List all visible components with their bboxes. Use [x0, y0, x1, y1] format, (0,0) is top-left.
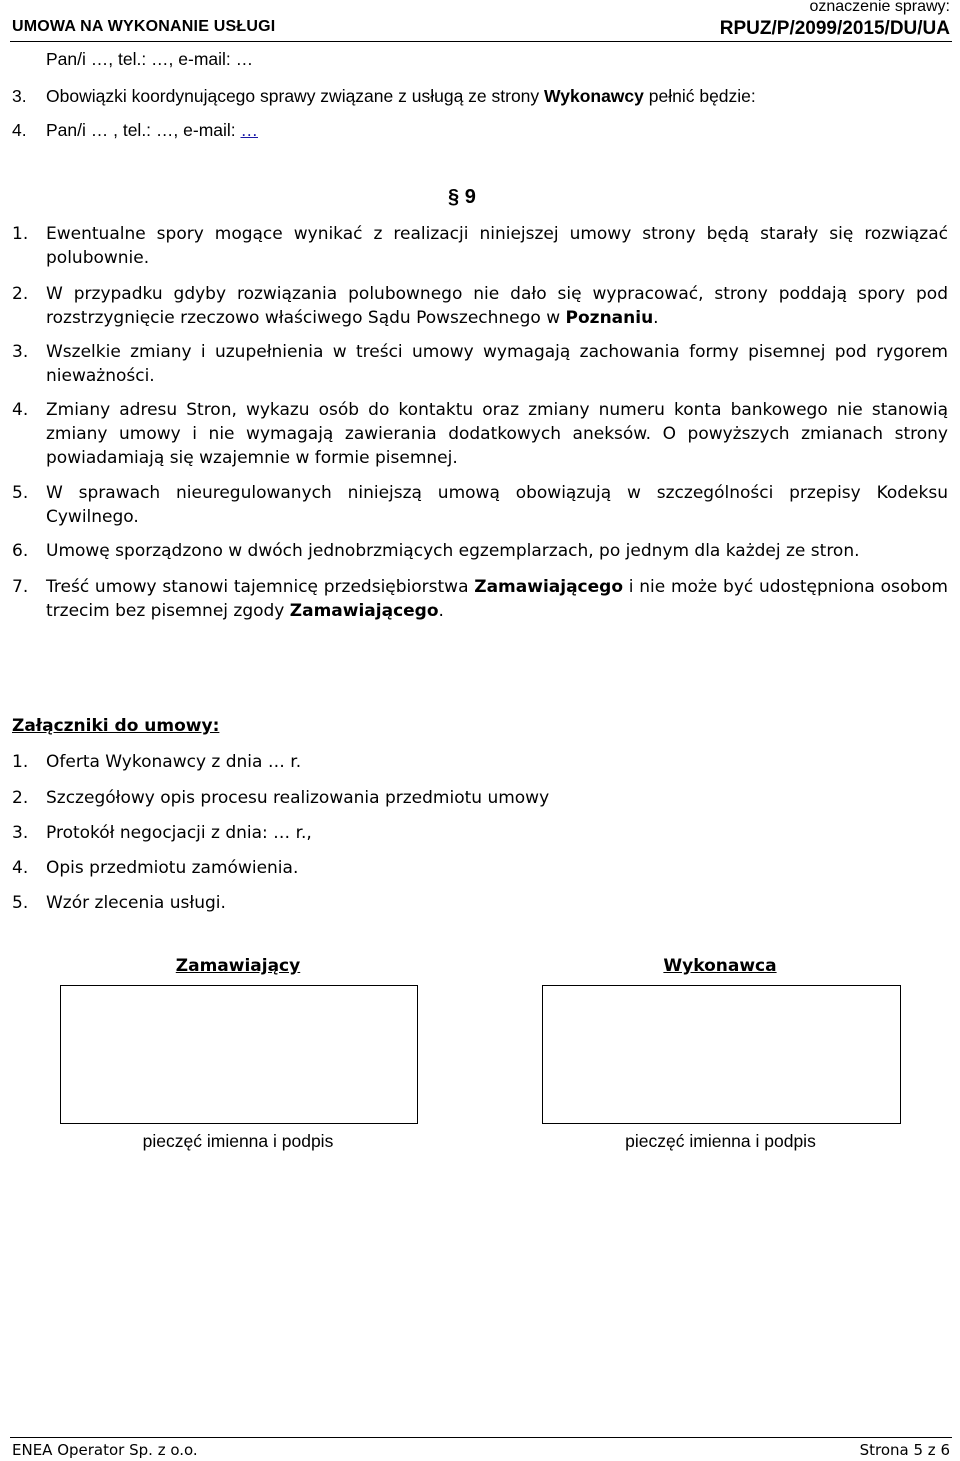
footer-company: ENEA Operator Sp. z o.o. [12, 1441, 198, 1459]
list-item-text [46, 118, 948, 142]
text-segment: W przypadku gdyby rozwiązania polubownego nie dało się wypracować, strony poddają spory pod rozstrzygnięcie rzeczowo właściwego Sądu Powszechnego w [46, 284, 948, 328]
list-item-number: 6. [12, 541, 29, 561]
attachment-item [12, 891, 948, 915]
list-item-number: 4. [12, 400, 29, 420]
contact-line [12, 47, 948, 71]
list-item-text: Ewentualne spory mogące wynikać z realizacji niniejszej umowy strony będą starały się rozwiązać polubownie. [46, 224, 948, 268]
list-item-number: 3. [12, 342, 29, 362]
list-item-number: 3. [12, 823, 29, 843]
list-item-text [46, 84, 948, 108]
header-divider [10, 41, 952, 42]
list-item-text [46, 282, 948, 330]
list-item [12, 282, 948, 330]
list-item-number: 5. [12, 483, 29, 503]
list-item-text: Wszelkie zmiany i uzupełnienia w treści umowy wymagają zachowania formy pisemnej pod rygorem nieważności. [46, 342, 948, 386]
signature-caption-left: pieczęć imienna i podpis [142, 1131, 334, 1151]
list-item [12, 398, 948, 470]
attachment-text: Opis przedmiotu zamówienia. [46, 858, 299, 878]
footer-page-number: Strona 5 z 6 [859, 1441, 950, 1459]
signature-title-right: Wykonawca [663, 956, 777, 976]
list-item [12, 84, 948, 108]
signature-caption-right: pieczęć imienna i podpis [625, 1131, 816, 1151]
list-item [12, 340, 948, 388]
list-item [12, 222, 948, 270]
document-title: UMOWA NA WYKONANIE USŁUGI [12, 18, 276, 35]
signature-box-right [542, 985, 901, 1124]
list-item-number: 3. [12, 86, 27, 106]
signature-title-left: Zamawiający [175, 956, 301, 976]
list-item-number: 4. [12, 120, 27, 140]
section-symbol: § [448, 186, 460, 208]
list-item-number: 7. [12, 577, 29, 597]
section-number: 9 [464, 186, 476, 208]
text-segment: Obowiązki koordynującego sprawy związane z usługą ze strony [46, 86, 545, 106]
attachment-item [12, 786, 948, 810]
bold-segment: Poznaniu [565, 308, 654, 328]
attachment-item [12, 750, 948, 774]
list-item-text: W sprawach nieuregulowanych niniejszą umową obowiązują w szczególności przepisy Kodeksu Cywilnego. [46, 483, 948, 527]
attachment-text: Oferta Wykonawcy z dnia … r. [46, 752, 302, 772]
text-segment: . [438, 601, 444, 621]
list-item-text [46, 575, 948, 623]
list-item-number: 1. [12, 224, 29, 244]
bold-segment: Zamawiającego [289, 601, 439, 621]
attachments-title: Załączniki do umowy: [12, 716, 220, 736]
footer-divider [10, 1437, 952, 1438]
case-code: RPUZ/P/2099/2015/DU/UA [719, 18, 950, 39]
case-label: oznaczenie sprawy: [809, 0, 950, 15]
list-item-number: 2. [12, 284, 29, 304]
text-segment: Treść umowy stanowi tajemnicę przedsiębiorstwa [46, 577, 475, 597]
email-link[interactable]: … [240, 120, 258, 140]
list-item-number: 5. [12, 893, 29, 913]
list-item-text: Umowę sporządzono w dwóch jednobrzmiących egzemplarzach, po jednym dla każdej ze stron. [46, 541, 860, 561]
list-item-text: Zmiany adresu Stron, wykazu osób do kontaktu oraz zmiany numeru konta bankowego nie stanowią zmiany umowy i nie wymagają zawierania dodatkowych aneksów. O powyższych zmianach strony powiadamiają się wzajemnie w formie pisemnej. [46, 400, 948, 468]
attachment-item [12, 856, 948, 880]
attachment-text: Szczegółowy opis procesu realizowania przedmiotu umowy [46, 788, 550, 808]
signature-box-left [60, 985, 418, 1124]
attachment-item [12, 821, 948, 845]
text-segment: Pan/i … , tel.: …, e-mail: [46, 120, 241, 140]
text-segment: pełnić będzie: [643, 86, 756, 106]
attachment-text: Wzór zlecenia usługi. [46, 893, 226, 913]
list-item [12, 575, 948, 623]
list-item-number: 2. [12, 788, 29, 808]
list-item-number: 4. [12, 858, 29, 878]
list-item [12, 539, 948, 563]
section-heading [448, 186, 476, 209]
contact-line-text: Pan/i …, tel.: …, e-mail: … [46, 49, 254, 69]
list-item [12, 481, 948, 529]
list-item [12, 118, 948, 142]
bold-segment: Wykonawcy [544, 86, 644, 106]
attachment-text: Protokół negocjacji z dnia: … r., [46, 823, 312, 843]
bold-segment: Zamawiającego [474, 577, 623, 597]
text-segment: . [653, 308, 659, 328]
text-segment: i nie może być udostępniona osobom trzecim bez pisemnej zgody [46, 577, 948, 621]
list-item-number: 1. [12, 752, 29, 772]
